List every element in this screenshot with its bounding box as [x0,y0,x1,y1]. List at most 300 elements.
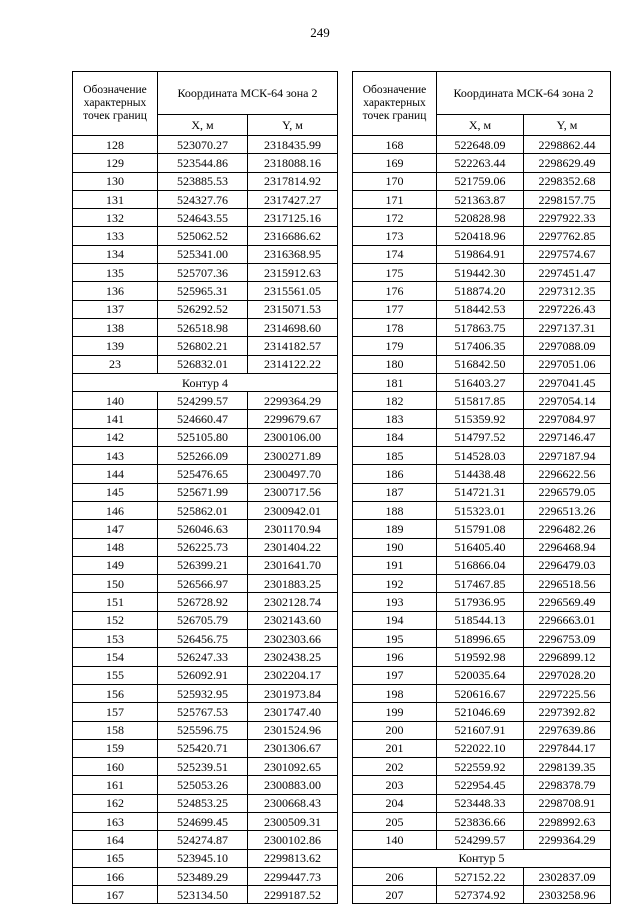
y-coordinate-cell: 2301170.94 [248,520,338,538]
point-number-cell: 161 [73,776,158,794]
x-coordinate-cell: 523448.33 [437,794,524,812]
y-coordinate-cell: 2298139.35 [524,758,611,776]
point-number-cell: 132 [73,209,158,227]
table-row [73,300,338,318]
y-coordinate-cell: 2302837.09 [524,867,611,885]
y-column-header: Y, м [524,115,611,136]
point-number-cell: 144 [73,465,158,483]
table-row [73,355,338,373]
x-coordinate-cell: 521759.06 [437,172,524,190]
point-number-cell: 162 [73,794,158,812]
y-coordinate-cell: 2297041.45 [524,373,611,391]
y-coordinate-cell: 2297137.31 [524,318,611,336]
y-coordinate-cell: 2297844.17 [524,739,611,757]
coordinates-table-left [72,71,338,904]
x-coordinate-cell: 526292.52 [158,300,248,318]
x-coordinate-cell: 519442.30 [437,264,524,282]
point-number-cell: 177 [353,300,437,318]
y-coordinate-cell: 2297922.33 [524,209,611,227]
x-coordinate-cell: 518874.20 [437,282,524,300]
table-row [73,886,338,904]
table-row [73,483,338,501]
table-row [73,593,338,611]
x-coordinate-cell: 526705.79 [158,611,248,629]
table-row [73,758,338,776]
y-coordinate-cell: 2300668.43 [248,794,338,812]
y-coordinate-cell: 2299447.73 [248,867,338,885]
x-coordinate-cell: 525767.53 [158,703,248,721]
point-number-cell: 200 [353,721,437,739]
table-row [73,465,338,483]
x-coordinate-cell: 526728.92 [158,593,248,611]
table-row [73,812,338,830]
y-coordinate-cell: 2317125.16 [248,209,338,227]
table-row [73,776,338,794]
table-row [353,867,611,885]
contour-label: Контур 4 [73,373,338,391]
table-row [73,501,338,519]
y-coordinate-cell: 2298157.75 [524,190,611,208]
x-coordinate-cell: 523836.66 [437,812,524,830]
x-column-header: X, м [437,115,524,136]
x-coordinate-cell: 518442.53 [437,300,524,318]
y-coordinate-cell: 2316686.62 [248,227,338,245]
y-coordinate-cell: 2296479.03 [524,556,611,574]
point-number-cell: 207 [353,886,437,904]
point-number-cell: 198 [353,684,437,702]
point-column-header: Обозначение характерных точек границ [73,72,158,136]
coordinates-table-right [352,71,611,904]
x-coordinate-cell: 524299.57 [437,831,524,849]
table-row [353,538,611,556]
x-coordinate-cell: 520616.67 [437,684,524,702]
y-coordinate-cell: 2297574.67 [524,245,611,263]
table-row [353,355,611,373]
point-number-cell: 174 [353,245,437,263]
table-row [73,556,338,574]
x-coordinate-cell: 525596.75 [158,721,248,739]
point-number-cell: 179 [353,337,437,355]
y-coordinate-cell: 2315912.63 [248,264,338,282]
table-row [353,501,611,519]
y-coordinate-cell: 2298629.49 [524,154,611,172]
point-number-cell: 143 [73,447,158,465]
x-coordinate-cell: 522648.09 [437,136,524,154]
y-coordinate-cell: 2296569.49 [524,593,611,611]
x-coordinate-cell: 524853.25 [158,794,248,812]
y-coordinate-cell: 2296663.01 [524,611,611,629]
point-number-cell: 129 [73,154,158,172]
table-row [353,465,611,483]
table-row [73,520,338,538]
x-coordinate-cell: 524660.47 [158,410,248,428]
point-number-cell: 146 [73,501,158,519]
table-row [353,264,611,282]
y-coordinate-cell: 2301973.84 [248,684,338,702]
point-number-cell: 201 [353,739,437,757]
point-number-cell: 170 [353,172,437,190]
y-coordinate-cell: 2316368.95 [248,245,338,263]
table-row [73,410,338,428]
y-coordinate-cell: 2301404.22 [248,538,338,556]
table-row [73,684,338,702]
point-number-cell: 203 [353,776,437,794]
y-coordinate-cell: 2296468.94 [524,538,611,556]
table-row [73,703,338,721]
y-coordinate-cell: 2296579.05 [524,483,611,501]
table-row [353,245,611,263]
y-coordinate-cell: 2314182.57 [248,337,338,355]
contour-row [353,849,611,867]
y-coordinate-cell: 2297051.06 [524,355,611,373]
y-coordinate-cell: 2297639.86 [524,721,611,739]
x-coordinate-cell: 519592.98 [437,648,524,666]
y-coordinate-cell: 2297088.09 [524,337,611,355]
x-coordinate-cell: 517467.85 [437,575,524,593]
table-row [353,483,611,501]
x-coordinate-cell: 523544.86 [158,154,248,172]
point-number-cell: 145 [73,483,158,501]
point-number-cell: 136 [73,282,158,300]
point-number-cell: 140 [73,392,158,410]
point-number-cell: 164 [73,831,158,849]
point-number-cell: 141 [73,410,158,428]
y-coordinate-cell: 2302128.74 [248,593,338,611]
point-number-cell: 197 [353,666,437,684]
table-body-left [73,136,338,904]
point-number-cell: 175 [353,264,437,282]
table-row [353,373,611,391]
point-number-cell: 155 [73,666,158,684]
x-coordinate-cell: 525239.51 [158,758,248,776]
x-coordinate-cell: 516405.40 [437,538,524,556]
table-row [73,721,338,739]
x-coordinate-cell: 524299.57 [158,392,248,410]
table-row [353,190,611,208]
x-coordinate-cell: 526832.01 [158,355,248,373]
point-number-cell: 185 [353,447,437,465]
table-row [73,190,338,208]
table-row [353,318,611,336]
table-row [353,410,611,428]
page-number: 249 [310,25,330,40]
x-coordinate-cell: 524643.55 [158,209,248,227]
x-coordinate-cell: 525862.01 [158,501,248,519]
y-coordinate-cell: 2297084.97 [524,410,611,428]
x-coordinate-cell: 524274.87 [158,831,248,849]
table-row [353,812,611,830]
table-row [73,666,338,684]
point-number-cell: 148 [73,538,158,556]
x-coordinate-cell: 523945.10 [158,849,248,867]
y-coordinate-cell: 2303258.96 [524,886,611,904]
x-coordinate-cell: 525671.99 [158,483,248,501]
y-coordinate-cell: 2301306.67 [248,739,338,757]
point-number-cell: 192 [353,575,437,593]
y-coordinate-cell: 2315561.05 [248,282,338,300]
table-row [353,794,611,812]
x-coordinate-cell: 517863.75 [437,318,524,336]
y-coordinate-cell: 2298862.44 [524,136,611,154]
x-coordinate-cell: 526225.73 [158,538,248,556]
y-coordinate-cell: 2298708.91 [524,794,611,812]
y-coordinate-cell: 2300106.00 [248,428,338,446]
x-coordinate-cell: 514528.03 [437,447,524,465]
y-coordinate-cell: 2296899.12 [524,648,611,666]
table-row [73,428,338,446]
y-coordinate-cell: 2296622.56 [524,465,611,483]
table-row [353,282,611,300]
table-row [73,136,338,154]
y-coordinate-cell: 2300271.89 [248,447,338,465]
table-row [353,556,611,574]
x-coordinate-cell: 522022.10 [437,739,524,757]
x-coordinate-cell: 521607.91 [437,721,524,739]
point-number-cell: 194 [353,611,437,629]
x-coordinate-cell: 523489.29 [158,867,248,885]
table-row [353,227,611,245]
table-row [73,867,338,885]
point-number-cell: 140 [353,831,437,849]
y-coordinate-cell: 2301747.40 [248,703,338,721]
table-row [73,264,338,282]
y-coordinate-cell: 2297226.43 [524,300,611,318]
x-coordinate-cell: 514438.48 [437,465,524,483]
table-row [73,318,338,336]
y-coordinate-cell: 2299364.29 [524,831,611,849]
point-number-cell: 190 [353,538,437,556]
x-coordinate-cell: 525932.95 [158,684,248,702]
y-coordinate-cell: 2298378.79 [524,776,611,794]
table-row [353,447,611,465]
table-row [353,593,611,611]
x-coordinate-cell: 516866.04 [437,556,524,574]
point-number-cell: 157 [73,703,158,721]
point-number-cell: 189 [353,520,437,538]
y-coordinate-cell: 2296518.56 [524,575,611,593]
y-coordinate-cell: 2297451.47 [524,264,611,282]
table-row [73,794,338,812]
table-row [353,428,611,446]
x-coordinate-cell: 516403.27 [437,373,524,391]
table-row [73,849,338,867]
x-coordinate-cell: 525266.09 [158,447,248,465]
point-number-cell: 156 [73,684,158,702]
point-number-cell: 173 [353,227,437,245]
y-coordinate-cell: 2302303.66 [248,630,338,648]
table-row [73,154,338,172]
x-coordinate-cell: 517936.95 [437,593,524,611]
x-coordinate-cell: 525965.31 [158,282,248,300]
point-number-cell: 205 [353,812,437,830]
y-coordinate-cell: 2301883.25 [248,575,338,593]
y-coordinate-cell: 2297187.94 [524,447,611,465]
x-coordinate-cell: 523885.53 [158,172,248,190]
point-number-cell: 128 [73,136,158,154]
point-number-cell: 134 [73,245,158,263]
y-coordinate-cell: 2299187.52 [248,886,338,904]
table-row [73,245,338,263]
y-coordinate-cell: 2314122.22 [248,355,338,373]
x-coordinate-cell: 522954.45 [437,776,524,794]
x-coordinate-cell: 515791.08 [437,520,524,538]
x-coordinate-cell: 525420.71 [158,739,248,757]
table-row [73,611,338,629]
point-number-cell: 149 [73,556,158,574]
y-coordinate-cell: 2302204.17 [248,666,338,684]
y-coordinate-cell: 2299813.62 [248,849,338,867]
y-coordinate-cell: 2318088.16 [248,154,338,172]
x-coordinate-cell: 525341.00 [158,245,248,263]
x-coordinate-cell: 519864.91 [437,245,524,263]
y-coordinate-cell: 2318435.99 [248,136,338,154]
x-coordinate-cell: 526046.63 [158,520,248,538]
table-row [353,172,611,190]
x-coordinate-cell: 524699.45 [158,812,248,830]
x-coordinate-cell: 521363.87 [437,190,524,208]
point-number-cell: 181 [353,373,437,391]
y-coordinate-cell: 2296753.09 [524,630,611,648]
point-number-cell: 168 [353,136,437,154]
x-coordinate-cell: 515817.85 [437,392,524,410]
contour-label: Контур 5 [353,849,611,867]
y-coordinate-cell: 2300883.00 [248,776,338,794]
point-number-cell: 204 [353,794,437,812]
point-number-cell: 135 [73,264,158,282]
y-coordinate-cell: 2300717.56 [248,483,338,501]
point-number-cell: 178 [353,318,437,336]
x-coordinate-cell: 521046.69 [437,703,524,721]
y-coordinate-cell: 2314698.60 [248,318,338,336]
point-number-cell: 184 [353,428,437,446]
x-coordinate-cell: 518996.65 [437,630,524,648]
point-number-cell: 202 [353,758,437,776]
y-coordinate-cell: 2302438.25 [248,648,338,666]
point-number-cell: 193 [353,593,437,611]
y-coordinate-cell: 2297028.20 [524,666,611,684]
x-coordinate-cell: 526456.75 [158,630,248,648]
x-coordinate-cell: 514721.31 [437,483,524,501]
table-row [353,666,611,684]
table-row [353,776,611,794]
table-row [73,227,338,245]
y-coordinate-cell: 2296513.26 [524,501,611,519]
table-row [353,136,611,154]
table-row [73,392,338,410]
point-number-cell: 152 [73,611,158,629]
table-row [73,630,338,648]
point-number-cell: 23 [73,355,158,373]
point-number-cell: 199 [353,703,437,721]
table-row [353,630,611,648]
y-coordinate-cell: 2300102.86 [248,831,338,849]
point-number-cell: 163 [73,812,158,830]
x-coordinate-cell: 527374.92 [437,886,524,904]
x-coordinate-cell: 515359.92 [437,410,524,428]
point-number-cell: 165 [73,849,158,867]
table-row [353,648,611,666]
table-row [73,831,338,849]
x-coordinate-cell: 525053.26 [158,776,248,794]
y-coordinate-cell: 2298992.63 [524,812,611,830]
table-row [73,648,338,666]
table-row [353,721,611,739]
x-coordinate-cell: 520828.98 [437,209,524,227]
zone-column-header: Координата МСК-64 зона 2 [158,72,338,115]
point-number-cell: 150 [73,575,158,593]
y-coordinate-cell: 2297392.82 [524,703,611,721]
x-coordinate-cell: 526399.21 [158,556,248,574]
y-coordinate-cell: 2297762.85 [524,227,611,245]
contour-row [73,373,338,391]
table-row [353,520,611,538]
table-row [353,684,611,702]
y-coordinate-cell: 2301092.65 [248,758,338,776]
table-row [73,209,338,227]
x-coordinate-cell: 516842.50 [437,355,524,373]
table-row [73,282,338,300]
point-number-cell: 196 [353,648,437,666]
y-coordinate-cell: 2317427.27 [248,190,338,208]
point-number-cell: 142 [73,428,158,446]
point-number-cell: 187 [353,483,437,501]
y-coordinate-cell: 2297312.35 [524,282,611,300]
y-coordinate-cell: 2302143.60 [248,611,338,629]
point-number-cell: 180 [353,355,437,373]
x-coordinate-cell: 517406.35 [437,337,524,355]
x-coordinate-cell: 515323.01 [437,501,524,519]
point-number-cell: 138 [73,318,158,336]
x-coordinate-cell: 522263.44 [437,154,524,172]
table-row [73,575,338,593]
point-number-cell: 137 [73,300,158,318]
point-number-cell: 171 [353,190,437,208]
table-row [73,447,338,465]
point-number-cell: 206 [353,867,437,885]
point-number-cell: 154 [73,648,158,666]
x-coordinate-cell: 525062.52 [158,227,248,245]
y-coordinate-cell: 2297146.47 [524,428,611,446]
x-coordinate-cell: 525707.36 [158,264,248,282]
table-row [353,886,611,904]
x-coordinate-cell: 525105.80 [158,428,248,446]
table-row [353,154,611,172]
point-number-cell: 158 [73,721,158,739]
point-number-cell: 191 [353,556,437,574]
zone-column-header: Координата МСК-64 зона 2 [437,72,611,115]
x-coordinate-cell: 526518.98 [158,318,248,336]
x-coordinate-cell: 525476.65 [158,465,248,483]
y-coordinate-cell: 2298352.68 [524,172,611,190]
table-row [73,538,338,556]
point-number-cell: 186 [353,465,437,483]
point-number-cell: 130 [73,172,158,190]
point-number-cell: 188 [353,501,437,519]
point-number-cell: 159 [73,739,158,757]
table-row [353,300,611,318]
table-row [353,758,611,776]
y-coordinate-cell: 2300942.01 [248,501,338,519]
point-number-cell: 172 [353,209,437,227]
y-coordinate-cell: 2301524.96 [248,721,338,739]
x-coordinate-cell: 520418.96 [437,227,524,245]
x-column-header: X, м [158,115,248,136]
table-row [73,739,338,757]
point-number-cell: 139 [73,337,158,355]
y-coordinate-cell: 2299679.67 [248,410,338,428]
table-row [73,337,338,355]
y-coordinate-cell: 2297225.56 [524,684,611,702]
